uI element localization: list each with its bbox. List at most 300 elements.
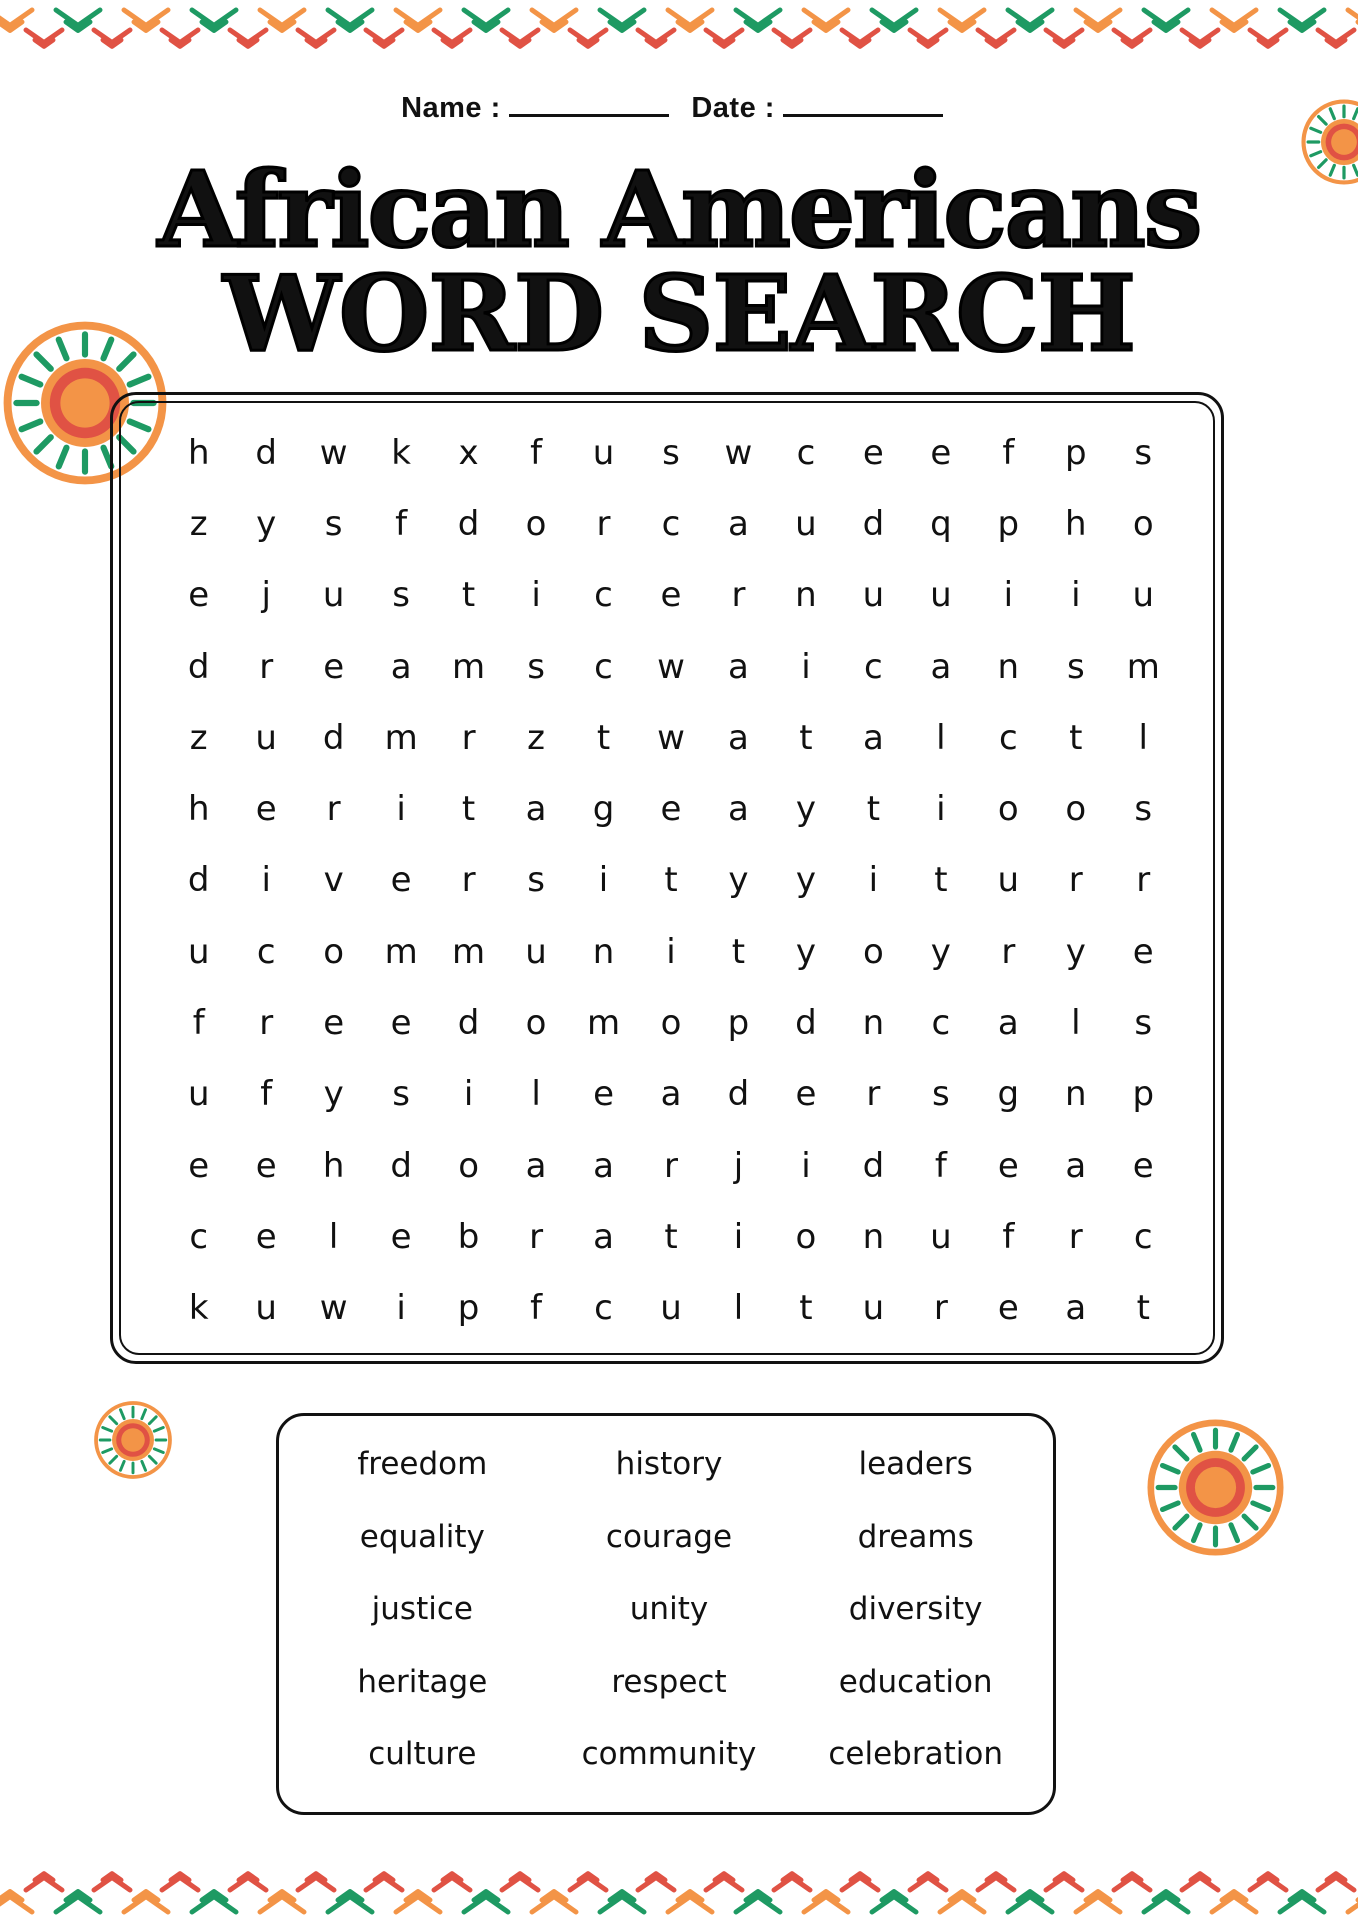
border-chevron: [260, 1897, 304, 1912]
grid-cell[interactable]: m: [384, 717, 418, 758]
border-chevron: [570, 30, 606, 43]
grid-cell[interactable]: s: [1134, 1003, 1153, 1044]
grid-cell[interactable]: r: [664, 1145, 678, 1186]
border-chevron: [162, 30, 198, 43]
grid-cell[interactable]: i: [868, 860, 879, 901]
grid-cell[interactable]: u: [1132, 575, 1155, 616]
name-date-line: [0, 92, 1358, 125]
grid-cell[interactable]: s: [527, 860, 545, 901]
grid-cell[interactable]: c: [864, 646, 883, 687]
border-chevron: [600, 1897, 644, 1912]
sun-ray: [154, 1427, 163, 1431]
border-chevron: [502, 30, 538, 43]
grid-cell[interactable]: d: [795, 1003, 817, 1044]
grid-cell[interactable]: y: [323, 1074, 344, 1115]
sun-ornament-right: [1138, 1410, 1293, 1565]
grid-cell[interactable]: h: [1065, 503, 1087, 544]
border-chevron: [1280, 1897, 1324, 1912]
grid-cell[interactable]: t: [461, 575, 476, 616]
grid-cell[interactable]: z: [189, 503, 208, 544]
grid-cell[interactable]: r: [1001, 931, 1016, 972]
grid-cell[interactable]: t: [799, 1288, 813, 1329]
grid-cell[interactable]: z: [189, 717, 208, 758]
grid-cell[interactable]: l: [531, 1074, 541, 1115]
grid-cell[interactable]: d: [187, 646, 210, 687]
sun-ray: [1244, 1516, 1256, 1528]
grid-cell[interactable]: t: [664, 1216, 678, 1257]
sun-ray: [1231, 1525, 1237, 1541]
grid-cell[interactable]: r: [731, 575, 746, 616]
grid-cell[interactable]: y: [1065, 931, 1086, 972]
grid-cell[interactable]: u: [255, 717, 277, 758]
word-list-item: dreams: [857, 1518, 974, 1555]
grid-cell[interactable]: a: [525, 789, 547, 830]
grid-cell[interactable]: e: [862, 432, 884, 473]
grid-cell[interactable]: u: [525, 931, 547, 972]
border-chevron: [260, 10, 304, 25]
grid-cell[interactable]: a: [997, 1003, 1019, 1044]
sun-ray: [1244, 1447, 1256, 1459]
grid-cell[interactable]: o: [862, 931, 884, 972]
border-chevron: [1114, 30, 1150, 43]
grid-cell[interactable]: w: [657, 646, 685, 687]
grid-cell[interactable]: y: [728, 860, 749, 901]
grid-cell[interactable]: a: [593, 1216, 614, 1257]
border-chevron: [1250, 1877, 1286, 1890]
border-chevron: [532, 1897, 576, 1912]
grid-cell[interactable]: m: [384, 931, 418, 972]
grid-cell[interactable]: l: [733, 1288, 744, 1329]
name-label: Name :: [401, 92, 501, 124]
border-chevron: [1182, 1877, 1218, 1890]
grid-cell[interactable]: r: [1068, 1216, 1083, 1257]
word-list-item: community: [581, 1736, 757, 1773]
grid-cell[interactable]: k: [188, 1288, 209, 1329]
word-list-item: justice: [371, 1591, 473, 1628]
border-chevron: [1318, 30, 1354, 43]
border-chevron: [1076, 10, 1120, 25]
grid-cell[interactable]: v: [323, 860, 344, 901]
grid-cell[interactable]: q: [930, 503, 952, 544]
sun-ray: [1194, 1435, 1200, 1451]
grid-cell[interactable]: s: [324, 503, 343, 544]
grid-cell[interactable]: e: [660, 789, 682, 830]
grid-cell[interactable]: r: [1068, 860, 1083, 901]
page-title: [0, 148, 1358, 375]
grid-cell[interactable]: i: [1071, 575, 1081, 616]
grid-cell[interactable]: o: [525, 1003, 547, 1044]
grid-cell[interactable]: w: [724, 432, 753, 473]
grid-cell[interactable]: e: [1132, 1145, 1154, 1186]
grid-cell[interactable]: l: [1071, 1003, 1081, 1044]
grid-cell[interactable]: a: [728, 717, 749, 758]
grid-cell[interactable]: e: [795, 1074, 817, 1115]
grid-cell[interactable]: i: [463, 1074, 474, 1115]
border-chevron: [366, 30, 402, 43]
word-list-item: culture: [368, 1736, 477, 1773]
border-chevron: [978, 30, 1014, 43]
border-chevron: [124, 10, 168, 25]
grid-cell[interactable]: h: [187, 432, 210, 473]
grid-cell[interactable]: d: [255, 432, 277, 473]
grid-cell[interactable]: r: [596, 503, 611, 544]
grid-cell[interactable]: u: [930, 1216, 952, 1257]
word-list-item: education: [838, 1663, 993, 1700]
grid-cell[interactable]: c: [1133, 1216, 1153, 1257]
grid-cell[interactable]: r: [259, 1003, 274, 1044]
grid-cell[interactable]: t: [596, 717, 611, 758]
grid-cell[interactable]: d: [457, 1003, 480, 1044]
border-chevron: [56, 10, 100, 25]
grid-cell[interactable]: s: [1134, 432, 1153, 473]
grid-cell[interactable]: n: [1065, 1074, 1087, 1115]
sun-ray: [1231, 1435, 1237, 1451]
grid-cell[interactable]: y: [256, 503, 277, 544]
grid-cell[interactable]: f: [934, 1145, 947, 1186]
grid-cell[interactable]: n: [862, 1216, 885, 1257]
sun-ray: [103, 1449, 112, 1453]
grid-cell[interactable]: u: [930, 575, 952, 616]
grid-cell[interactable]: w: [319, 1288, 348, 1329]
grid-cell[interactable]: f: [1002, 432, 1015, 473]
border-chevron: [1212, 1897, 1256, 1912]
border-chevron: [162, 1877, 198, 1890]
grid-cell[interactable]: o: [1132, 503, 1154, 544]
grid-cell[interactable]: k: [391, 432, 411, 473]
sun-ray: [1253, 1466, 1269, 1472]
grid-cell[interactable]: e: [255, 789, 277, 830]
grid-cell[interactable]: t: [866, 789, 881, 830]
grid-cell[interactable]: c: [998, 717, 1018, 758]
grid-cell[interactable]: u: [187, 931, 210, 972]
border-chevron: [396, 1897, 440, 1912]
border-chevron: [1008, 10, 1052, 25]
border-chevron: [1318, 1877, 1354, 1890]
grid-cell[interactable]: i: [396, 1288, 406, 1329]
grid-cell[interactable]: l: [328, 1216, 339, 1257]
grid-cell[interactable]: i: [936, 789, 946, 830]
grid-cell[interactable]: u: [660, 1288, 682, 1329]
grid-cell[interactable]: z: [527, 717, 545, 758]
border-chevron: [230, 30, 266, 43]
grid-cell[interactable]: s: [932, 1074, 950, 1115]
border-chevron: [910, 30, 946, 43]
grid-cell[interactable]: c: [931, 1003, 951, 1044]
grid-cell[interactable]: c: [661, 503, 681, 544]
border-chevron: [298, 30, 334, 43]
border-chevron: [910, 1877, 946, 1890]
grid-cell[interactable]: c: [594, 575, 613, 616]
grid-cell[interactable]: e: [660, 575, 682, 616]
grid-cell[interactable]: t: [664, 860, 678, 901]
word-list: [299, 1428, 1039, 1791]
border-chevron: [774, 30, 810, 43]
word-list-item: unity: [629, 1591, 709, 1628]
word-list-item: heritage: [357, 1663, 488, 1700]
grid-cell[interactable]: l: [1138, 717, 1148, 758]
grid-cell[interactable]: y: [795, 931, 816, 972]
grid-cell[interactable]: c: [256, 931, 276, 972]
grid-cell[interactable]: e: [1132, 931, 1154, 972]
date-label: Date :: [691, 92, 775, 124]
grid-cell[interactable]: o: [1065, 789, 1087, 830]
grid-cell[interactable]: w: [657, 717, 685, 758]
grid-cell[interactable]: d: [457, 503, 480, 544]
grid-cell[interactable]: i: [733, 1216, 744, 1257]
sun-core: [1195, 1467, 1236, 1508]
grid-cell[interactable]: o: [997, 789, 1019, 830]
grid-cell[interactable]: i: [801, 1145, 811, 1186]
grid-cell[interactable]: e: [255, 1216, 277, 1257]
border-chevron: [26, 30, 62, 43]
grid-cell[interactable]: u: [997, 860, 1020, 901]
word-list-item: courage: [605, 1518, 733, 1555]
grid-cell[interactable]: j: [733, 1145, 744, 1186]
grid-cell[interactable]: p: [1065, 432, 1087, 473]
grid-cell[interactable]: s: [1066, 646, 1085, 687]
sun-ray: [22, 422, 41, 430]
grid-cell[interactable]: t: [731, 931, 746, 972]
border-chevron: [1212, 10, 1256, 25]
sun-ray: [1194, 1525, 1200, 1541]
grid-cell[interactable]: p: [727, 1003, 750, 1044]
grid-cell[interactable]: r: [933, 1288, 948, 1329]
border-chevron: [1250, 30, 1286, 43]
grid-cell[interactable]: a: [862, 717, 884, 758]
border-chevron: [1046, 1877, 1082, 1890]
sun-ray: [1311, 152, 1321, 156]
grid-cell[interactable]: t: [799, 717, 813, 758]
border-chevron: [328, 1897, 372, 1912]
grid-cell[interactable]: u: [187, 1074, 210, 1115]
grid-cell[interactable]: d: [187, 860, 210, 901]
grid-cell[interactable]: e: [390, 860, 412, 901]
grid-cell[interactable]: e: [593, 1074, 614, 1115]
grid-cell[interactable]: m: [452, 646, 486, 687]
grid-cell[interactable]: g: [997, 1074, 1020, 1115]
grid-cell[interactable]: e: [255, 1145, 277, 1186]
top-pattern-border: [0, 0, 1358, 70]
grid-cell[interactable]: t: [1136, 1288, 1150, 1329]
sun-ray: [1163, 1503, 1179, 1509]
grid-cell[interactable]: d: [727, 1074, 750, 1115]
grid-cell[interactable]: d: [862, 503, 885, 544]
grid-cell[interactable]: e: [188, 1145, 210, 1186]
border-chevron: [706, 1877, 742, 1890]
grid-cell[interactable]: h: [187, 789, 210, 830]
sun-ray: [103, 1427, 112, 1431]
grid-cell[interactable]: n: [862, 1003, 885, 1044]
sun-ray: [1163, 1466, 1179, 1472]
grid-cell[interactable]: u: [322, 575, 345, 616]
grid-cell[interactable]: r: [461, 717, 476, 758]
grid-cell[interactable]: d: [322, 717, 345, 758]
border-chevron: [1144, 10, 1188, 25]
grid-cell[interactable]: u: [862, 1288, 885, 1329]
grid-cell[interactable]: j: [261, 575, 271, 616]
grid-cell[interactable]: r: [529, 1216, 544, 1257]
grid-cell[interactable]: e: [323, 1003, 345, 1044]
grid-cell[interactable]: m: [452, 931, 486, 972]
grid-cell[interactable]: o: [525, 503, 547, 544]
grid-cell[interactable]: e: [997, 1145, 1019, 1186]
grid-cell[interactable]: g: [592, 789, 615, 830]
bottom-pattern-border: [0, 1850, 1358, 1920]
sun-ray: [1253, 1503, 1269, 1509]
grid-cell[interactable]: e: [997, 1288, 1019, 1329]
grid-cell[interactable]: t: [461, 789, 476, 830]
grid-cell[interactable]: b: [457, 1216, 480, 1257]
grid-cell[interactable]: o: [323, 931, 345, 972]
grid-cell[interactable]: f: [260, 1074, 273, 1115]
sun-ray: [59, 448, 67, 467]
grid-cell[interactable]: p: [1132, 1074, 1155, 1115]
border-chevron: [434, 1877, 470, 1890]
grid-cell[interactable]: c: [796, 432, 816, 473]
grid-cell[interactable]: e: [930, 432, 952, 473]
grid-cell[interactable]: c: [189, 1216, 209, 1257]
sun-ray: [154, 1449, 163, 1453]
grid-cell[interactable]: u: [255, 1288, 277, 1329]
grid-cell[interactable]: l: [936, 717, 946, 758]
grid-cell[interactable]: f: [192, 1003, 205, 1044]
grid-cell[interactable]: a: [1065, 1288, 1087, 1329]
grid-cell[interactable]: p: [457, 1288, 480, 1329]
sun-ray: [142, 1461, 146, 1470]
grid-cell[interactable]: s: [527, 646, 545, 687]
grid-cell[interactable]: a: [728, 503, 749, 544]
grid-cell[interactable]: r: [326, 789, 341, 830]
border-chevron: [1114, 1877, 1150, 1890]
border-chevron: [1144, 1897, 1188, 1912]
grid-cell[interactable]: d: [862, 1145, 885, 1186]
grid-cell[interactable]: c: [594, 646, 613, 687]
grid-cell[interactable]: e: [323, 646, 345, 687]
grid-cell[interactable]: s: [392, 575, 410, 616]
grid-cell[interactable]: i: [801, 646, 811, 687]
grid-cell[interactable]: e: [188, 575, 210, 616]
grid-cell[interactable]: s: [662, 432, 680, 473]
grid-cell[interactable]: n: [592, 931, 615, 972]
name-blank[interactable]: [509, 92, 669, 117]
word-list-item: celebration: [828, 1736, 1003, 1773]
grid-cell[interactable]: r: [1136, 860, 1151, 901]
sun-core: [121, 1428, 145, 1452]
border-chevron: [638, 1877, 674, 1890]
grid-cell[interactable]: a: [593, 1145, 614, 1186]
grid-cell[interactable]: f: [530, 1288, 543, 1329]
grid-cell[interactable]: u: [592, 432, 615, 473]
border-chevron: [434, 30, 470, 43]
grid-cell[interactable]: p: [997, 503, 1020, 544]
grid-cell[interactable]: i: [531, 575, 541, 616]
border-chevron: [0, 1897, 32, 1912]
grid-cell[interactable]: a: [728, 646, 749, 687]
border-chevron: [600, 10, 644, 25]
border-chevron: [124, 1897, 168, 1912]
border-chevron: [532, 10, 576, 25]
grid-cell[interactable]: n: [795, 575, 817, 616]
sun-ray: [36, 437, 50, 451]
grid-cell[interactable]: u: [862, 575, 885, 616]
grid-cell[interactable]: y: [930, 931, 951, 972]
border-chevron: [668, 1897, 712, 1912]
grid-cell[interactable]: d: [390, 1145, 412, 1186]
grid-cell[interactable]: u: [795, 503, 817, 544]
border-chevron: [328, 10, 372, 25]
grid-cell[interactable]: f: [530, 432, 543, 473]
word-list-item: diversity: [848, 1591, 983, 1628]
title-line-2: WORD SEARCH: [223, 252, 1135, 375]
grid-cell[interactable]: r: [866, 1074, 881, 1115]
border-chevron: [298, 1877, 334, 1890]
border-chevron: [192, 10, 236, 25]
grid-cell[interactable]: i: [261, 860, 271, 901]
grid-cell[interactable]: c: [594, 1288, 613, 1329]
grid-cell[interactable]: y: [795, 789, 816, 830]
grid-cell[interactable]: e: [390, 1216, 412, 1257]
grid-cell[interactable]: a: [728, 789, 749, 830]
grid-cell[interactable]: a: [390, 646, 412, 687]
sun-core: [60, 378, 109, 427]
grid-cell[interactable]: i: [666, 931, 676, 972]
grid-cell[interactable]: s: [1134, 789, 1153, 830]
grid-cell[interactable]: t: [934, 860, 948, 901]
sun-ray: [130, 377, 149, 385]
word-list-item: leaders: [858, 1446, 973, 1483]
grid-cell[interactable]: y: [795, 860, 816, 901]
sun-ray: [1175, 1447, 1187, 1459]
border-chevron: [1182, 30, 1218, 43]
border-chevron: [706, 30, 742, 43]
grid-cell[interactable]: t: [1069, 717, 1083, 758]
border-chevron: [736, 1897, 780, 1912]
sun-ray: [110, 1417, 117, 1424]
grid-cell[interactable]: o: [795, 1216, 817, 1257]
letter-grid-frame: [110, 392, 1224, 1364]
grid-cell[interactable]: r: [259, 646, 274, 687]
grid-cell[interactable]: i: [598, 860, 609, 901]
border-chevron: [668, 10, 712, 25]
border-chevron: [1008, 1897, 1052, 1912]
grid-cell[interactable]: a: [1065, 1145, 1087, 1186]
grid-cell[interactable]: o: [660, 1003, 682, 1044]
grid-cell[interactable]: r: [461, 860, 476, 901]
grid-cell[interactable]: i: [1003, 575, 1014, 616]
border-chevron: [396, 10, 440, 25]
grid-cell[interactable]: f: [1002, 1216, 1015, 1257]
grid-cell[interactable]: w: [319, 432, 348, 473]
grid-cell[interactable]: f: [395, 503, 408, 544]
border-chevron: [1076, 1897, 1120, 1912]
grid-cell[interactable]: x: [458, 432, 479, 473]
grid-cell[interactable]: a: [525, 1145, 547, 1186]
grid-cell[interactable]: o: [458, 1145, 479, 1186]
grid-cell[interactable]: e: [390, 1003, 412, 1044]
grid-cell[interactable]: h: [322, 1145, 345, 1186]
grid-cell[interactable]: s: [392, 1074, 410, 1115]
grid-cell[interactable]: a: [660, 1074, 682, 1115]
border-chevron: [736, 10, 780, 25]
grid-cell[interactable]: m: [586, 1003, 621, 1044]
grid-cell[interactable]: a: [930, 646, 952, 687]
grid-cell[interactable]: m: [1126, 646, 1160, 687]
grid-cell[interactable]: i: [396, 789, 406, 830]
word-list-item: respect: [611, 1663, 727, 1700]
grid-cell[interactable]: n: [997, 646, 1020, 687]
date-blank[interactable]: [783, 92, 943, 117]
border-chevron: [940, 10, 984, 25]
